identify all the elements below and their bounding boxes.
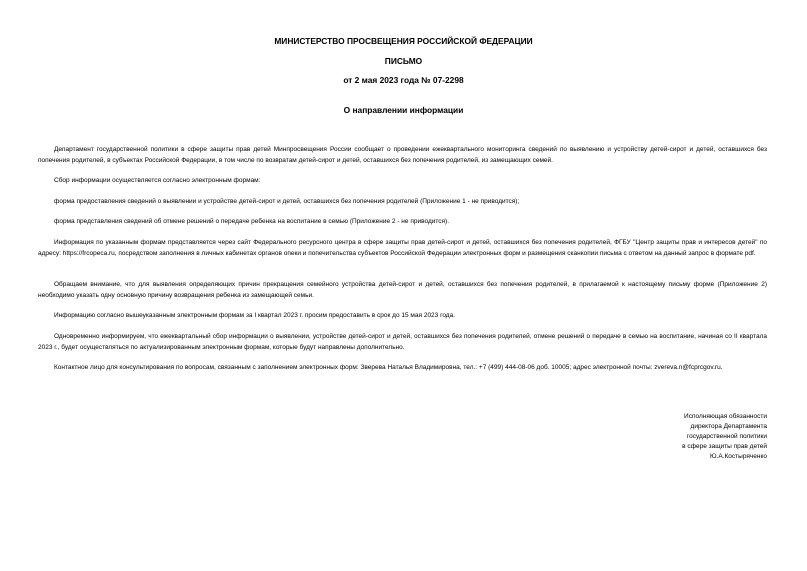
paragraph-forms-intro: Сбор информации осуществляется согласно электронным формам: bbox=[54, 177, 261, 184]
paragraph-form-1: форма предоставления сведений о выявлении и устройстве детей-сирот и детей, оставшихся без попечения родителей (Приложение 1 - не приводится); bbox=[54, 198, 520, 205]
document-subject: О направлении информации bbox=[343, 105, 464, 115]
ministry-title: МИНИСТЕРСТВО ПРОСВЕЩЕНИЯ РОССИЙСКОЙ ФЕДЕРАЦИИ bbox=[274, 36, 533, 46]
signature-line: государственной политики bbox=[686, 433, 767, 440]
paragraph-contact: Контактное лицо для консультирования по вопросам, связанным с заполнением электронных форм: Зверева Наталья Владимировна, тел.: +7 (499) 444-08-06 доб. 10005; адрес электронной почты: zvereva.n@fcprcgov.ru. bbox=[54, 364, 723, 371]
signature-block bbox=[682, 412, 767, 462]
paragraph-submission: Информация по указанным формам представляется через сайт Федерального ресурсного центра в сфере защиты прав детей-сирот и детей, оставшихся без попечения родителей, ФГБУ "Центр защиты прав и интересов детей" по адресу: https://frcopeca.ru, посредством заполнения в личных кабинетах органов опеки и попечительства субъектов Российской Федерации электронных форм и размещения сканкопии письма с ответом на данный запрос в формате pdf. bbox=[38, 239, 767, 257]
paragraph-form-2: форма представления сведений об отмене решений о передаче ребенка на воспитание в семью (Приложение 2 - не приводится). bbox=[54, 218, 450, 225]
signature-line: Исполняющая обязанности bbox=[684, 413, 767, 420]
paragraph-monitoring: Департамент государственной политики в сфере защиты прав детей Минпросвещения России сообщает о проведении ежеквартального мониторинга сведений по выявлению и устройству детей-сирот и детей, оставшихся без попечения родителей, в субъектах Российской Федерации, в том числе по возвратам детей-сирот и детей, оставшихся без попечения родителей, из замещающих семей. bbox=[38, 146, 767, 164]
paragraph-deadline: Информацию согласно вышеуказанным электронным формам за I квартал 2023 г. просим предоставить в срок до 15 мая 2023 года. bbox=[54, 312, 456, 319]
signature-line: в сфере защиты прав детей bbox=[682, 443, 767, 450]
document-type: ПИСЬМО bbox=[384, 56, 423, 66]
signature-line: директора Департамента bbox=[690, 423, 767, 430]
paragraph-quarterly: Одновременно информируем, что ежеквартальный сбор информации о выявлении, устройстве детей-сирот и детей, оставшихся без попечения родителей, отмене решений о передаче в семью на воспитание, начиная со II квартала 2023 г., будет осуществляться по актуализированным электронным формам, которые будут направлены дополнительно. bbox=[38, 333, 767, 351]
paragraph-attention: Обращаем внимание, что для выявления определяющих причин прекращения семейного устройства детей-сирот и детей, оставшихся без попечения родителей, в прилагаемой к настоящему письму форме (Приложение 2) необходимо указать одну основную причину возвращения ребенка из замещающей семьи. bbox=[38, 281, 767, 299]
signature-name: Ю.А.Костыряченко bbox=[710, 453, 767, 460]
document-date-number: от 2 мая 2023 года № 07-2298 bbox=[343, 75, 464, 85]
